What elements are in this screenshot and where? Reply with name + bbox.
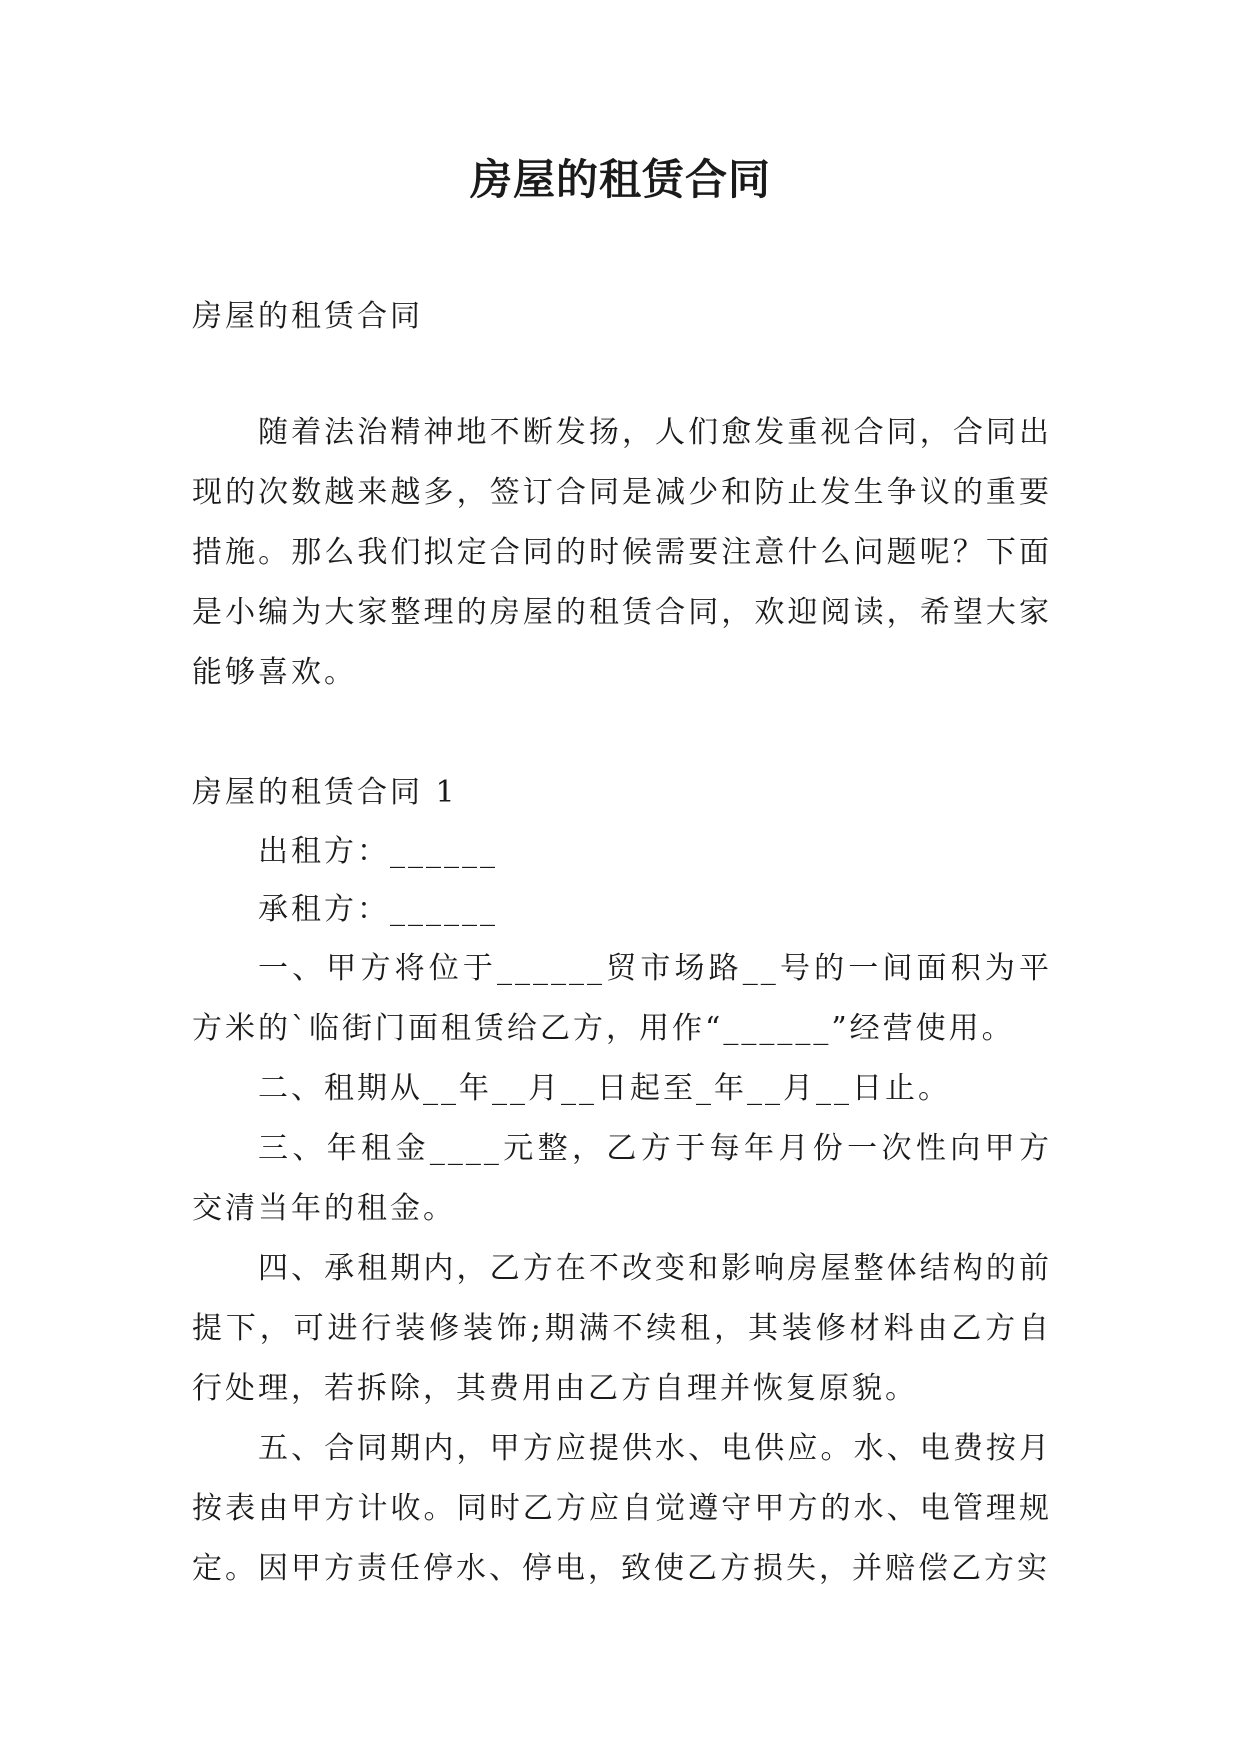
clause-5: 五、合同期内，甲方应提供水、电供应。水、电费按月按表由甲方计收。同时乙方应自觉遵守甲方的水、电管理规定。因甲方责任停水、停电，致使乙方损失，并赔偿乙方实 <box>192 1431 1052 1586</box>
clause-3: 三、年租金____元整，乙方于每年月份一次性向甲方交清当年的租金。 <box>192 1131 1052 1226</box>
document-body <box>192 287 1052 1599</box>
clause-1: 一、甲方将位于______贸市场路__号的一间面积为平方米的`临街门面租赁给乙方，用作“______”经营使用。 <box>192 951 1052 1046</box>
section-heading: 房屋的租赁合同 1 <box>192 775 458 810</box>
clause-2: 二、租期从__年__月__日起至_年__月__日止。 <box>258 1071 951 1106</box>
lessor-line: 出租方：______ <box>258 834 498 869</box>
clause-4: 四、承租期内，乙方在不改变和影响房屋整体结构的前提下，可进行装修装饰;期满不续租，其装修材料由乙方自行处理，若拆除，其费用由乙方自理并恢复原貌。 <box>192 1251 1052 1406</box>
lessee-line: 承租方：______ <box>258 892 498 927</box>
document-title: 房屋的租赁合同 <box>469 155 771 204</box>
intro-paragraph: 随着法治精神地不断发扬，人们愈发重视合同，合同出现的次数越来越多，签订合同是减少和防止发生争议的重要措施。那么我们拟定合同的时候需要注意什么问题呢？下面是小编为大家整理的房屋的租赁合同，欢迎阅读，希望大家能够喜欢。 <box>192 415 1052 690</box>
document-subtitle: 房屋的租赁合同 <box>192 299 423 334</box>
